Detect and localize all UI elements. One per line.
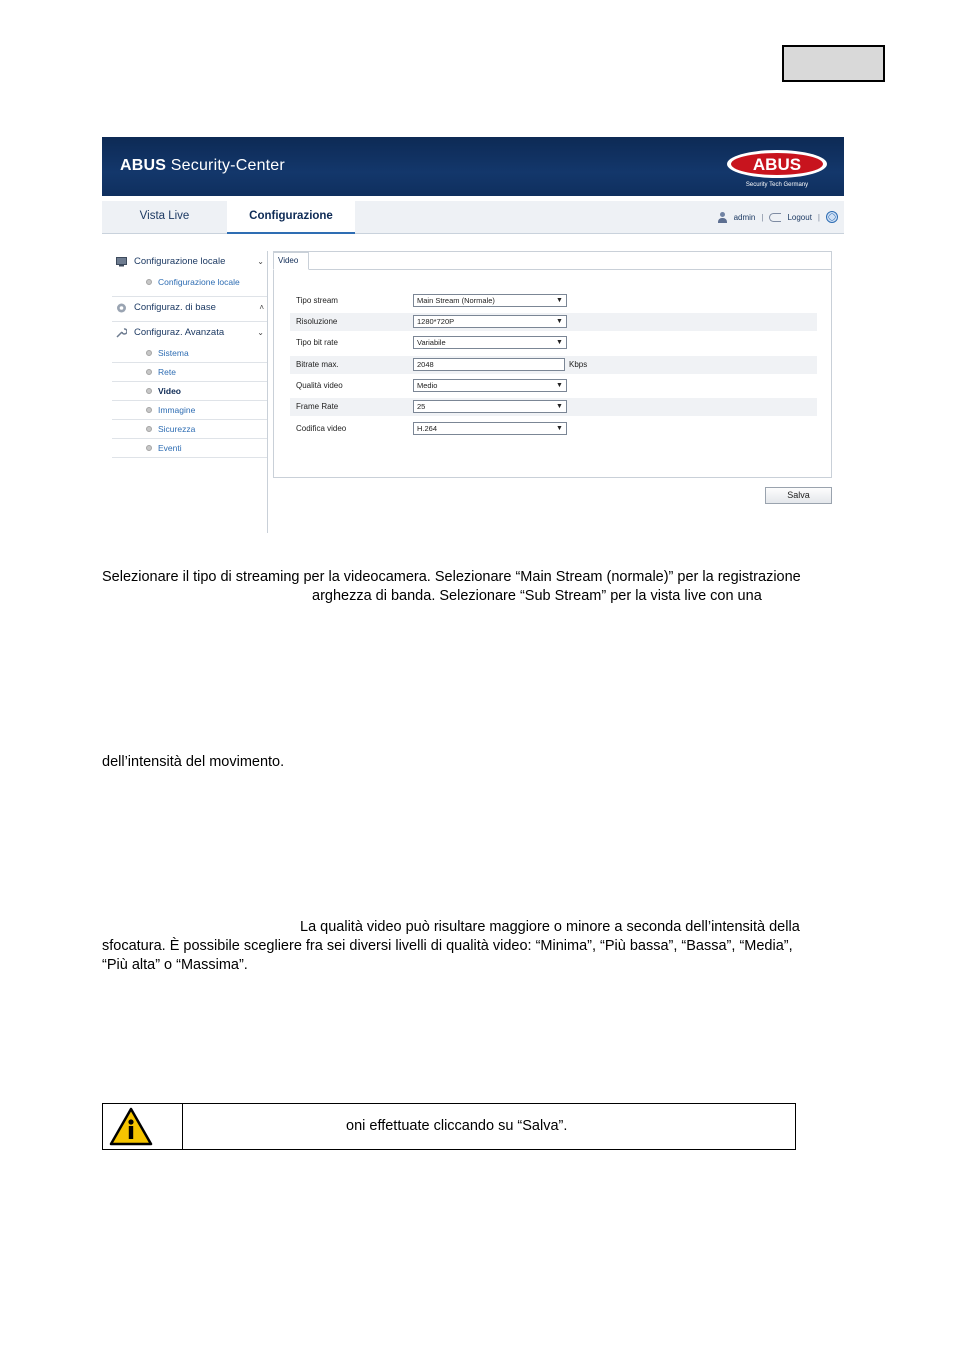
web-ui-screenshot [102, 137, 844, 533]
video-quality-select[interactable]: Medio ▼ [413, 379, 567, 392]
svg-text:Security Tech Germany: Security Tech Germany [745, 182, 809, 188]
paragraph-quality-line1: La qualità video può risultare maggiore o minore a seconda dell’intensità della [300, 919, 800, 935]
paragraph-quality-line3: “Più alta” o “Massima”. [102, 957, 248, 973]
row-risoluzione [290, 313, 817, 331]
field-label: Risoluzione [296, 317, 338, 326]
monitor-icon [116, 257, 127, 267]
bitrate-type-select[interactable]: Variabile ▼ [413, 336, 567, 349]
bullet-icon [146, 350, 152, 356]
bullet-icon [146, 279, 152, 285]
chevron-down-icon: ▼ [556, 425, 563, 432]
header-banner [102, 137, 844, 196]
chevron-down-icon: ▼ [556, 382, 563, 389]
row-tipo-stream [290, 292, 817, 310]
sidebar-item-local-config[interactable]: Configurazione locale [112, 273, 268, 292]
bullet-icon [146, 407, 152, 413]
field-label: Qualità video [296, 381, 343, 390]
sidebar-item-sicurezza[interactable]: Sicurezza [112, 420, 268, 439]
field-label: Bitrate max. [296, 360, 339, 369]
sidebar-item-video[interactable]: Video [112, 382, 268, 401]
logout-link[interactable]: Logout [787, 212, 812, 222]
user-bar: admin | Logout | [717, 211, 838, 223]
tab-configurazione[interactable]: Configurazione [227, 201, 355, 234]
sidebar-item-eventi[interactable]: Eventi [112, 439, 268, 458]
note-icon-cell [103, 1104, 183, 1149]
gear-icon [116, 303, 127, 313]
chevron-down-icon: ⌄ [257, 257, 264, 266]
resolution-select[interactable]: 1280*720P ▼ [413, 315, 567, 328]
chevron-down-icon: ⌄ [257, 328, 264, 337]
paragraph-stream-line1: Selezionare il tipo di streaming per la videocamera. Selezionare “Main Stream (normale)” per la registrazione [102, 569, 801, 585]
bullet-icon [146, 388, 152, 394]
note-box [102, 1103, 796, 1150]
save-button[interactable]: Salva [765, 487, 832, 504]
sidebar [112, 251, 268, 458]
row-frame-rate [290, 398, 817, 416]
abus-logo-icon [722, 147, 832, 189]
logout-icon[interactable] [769, 213, 781, 222]
bitrate-max-input[interactable]: 2048 [413, 358, 565, 371]
tab-video[interactable]: Video [273, 252, 309, 270]
frame-rate-select[interactable]: 25 ▼ [413, 400, 567, 413]
sidebar-item-sistema[interactable]: Sistema [112, 344, 268, 363]
field-label: Tipo stream [296, 296, 338, 305]
row-bitrate-max [290, 356, 817, 374]
brand-title: ABUS Security-Center [120, 157, 285, 174]
chevron-down-icon: ▼ [556, 403, 563, 410]
field-label: Tipo bit rate [296, 338, 338, 347]
sidebar-advanced-config[interactable]: Configuraz. Avanzata ⌄ [112, 322, 268, 344]
paragraph-motion: dell’intensità del movimento. [102, 754, 285, 770]
sidebar-item-immagine[interactable]: Immagine [112, 401, 268, 420]
bullet-icon [146, 426, 152, 432]
sidebar-item-rete[interactable]: Rete [112, 363, 268, 382]
note-text: oni effettuate cliccando su “Salva”. [346, 1118, 568, 1134]
warning-info-icon [109, 1107, 153, 1147]
paragraph-quality-line2: sfocatura. È possibile scegliere fra sei diversi livelli di qualità video: “Minima”, “Più bassa”, “Bassa”, “Media”, [102, 938, 793, 954]
bullet-icon [146, 369, 152, 375]
sidebar-local-config[interactable]: Configurazione locale ⌄ [112, 251, 268, 273]
row-tipo-bit-rate [290, 334, 817, 352]
paragraph-stream-line2: arghezza di banda. Selezionare “Sub Stream” per la vista live con una [312, 588, 762, 604]
chevron-down-icon: ▼ [556, 297, 563, 304]
chevron-up-icon: ˄ [259, 303, 264, 312]
sidebar-divider [267, 251, 268, 533]
chevron-down-icon: ▼ [556, 339, 563, 346]
sidebar-base-config[interactable]: Configuraz. di base ˄ [112, 297, 268, 319]
stream-type-select[interactable]: Main Stream (Normale) ▼ [413, 294, 567, 307]
user-icon [717, 212, 728, 223]
bitrate-unit: Kbps [569, 360, 588, 369]
field-label: Codifica video [296, 424, 347, 433]
chevron-down-icon: ▼ [556, 318, 563, 325]
page-header-box [782, 45, 885, 82]
video-encoding-select[interactable]: H.264 ▼ [413, 422, 567, 435]
bullet-icon [146, 445, 152, 451]
row-codifica-video [290, 420, 817, 438]
globe-icon[interactable] [826, 211, 838, 223]
field-label: Frame Rate [296, 402, 339, 411]
user-name[interactable]: admin [733, 212, 756, 222]
row-qualita-video [290, 377, 817, 395]
tab-underline [273, 269, 832, 270]
main-nav [102, 201, 844, 234]
tab-vista-live[interactable]: Vista Live [139, 210, 190, 222]
svg-text:ABUS: ABUS [752, 155, 802, 174]
wrench-icon [116, 328, 127, 338]
